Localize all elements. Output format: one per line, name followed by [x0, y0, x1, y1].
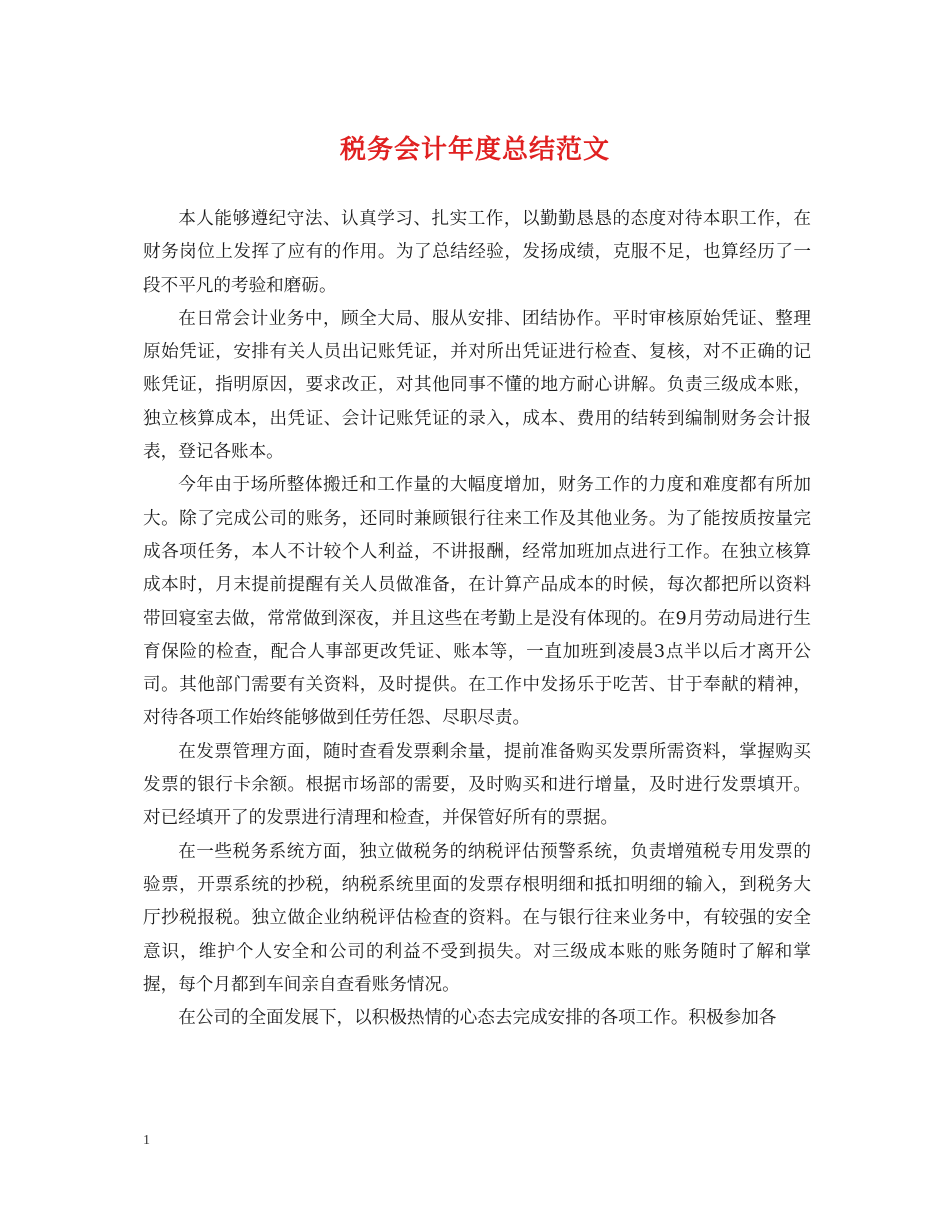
paragraph-4: 在发票管理方面，随时查看发票剩余量，提前准备购买发票所需资料，掌握购买发票的银行卡余额。根据市场部的需要，及时购买和进行增量，及时进行发票填开。对已经填开了的发票进行清理和检查，并保管好所有的票据。 — [143, 741, 811, 829]
paragraph-2: 在日常会计业务中，顾全大局、服从安排、团结协作。平时审核原始凭证、整理原始凭证，安排有关人员出记账凭证，并对所出凭证进行检查、复核，对不正确的记账凭证，指明原因，要求改正，对其他同事不懂的地方耐心讲解。负责三级成本账，独立核算成本，出凭证、会计记账凭证的录入，成本、费用的结转到编制财务会计报表，登记各账本。 — [143, 308, 811, 463]
paragraph-6: 在公司的全面发展下，以积极热情的心态去完成安排的各项工作。积极参加各 — [178, 1008, 777, 1029]
document-title: 税务会计年度总结范文 — [339, 135, 610, 165]
paragraph-5: 在一些税务系统方面，独立做税务的纳税评估预警系统，负责增殖税专用发票的验票，开票系统的抄税，纳税系统里面的发票存根明细和抵扣明细的输入，到税务大厅抄税报税。独立做企业纳税评估检查的资料。在与银行往来业务中，有较强的安全意识，维护个人安全和公司的利益不受到损失。对三级成本账的账务随时了解和掌握，每个月都到车间亲自查看账务情况。 — [143, 841, 811, 995]
paragraph-3: 今年由于场所整体搬迁和工作量的大幅度增加，财务工作的力度和难度都有所加大。除了完成公司的账务，还同时兼顾银行往来工作及其他业务。为了能按质按量完成各项任务，本人不计较个人利益，不讲报酬，经常加班加点进行工作。在独立核算成本时，月末提前提醒有关人员做准备，在计算产品成本的时候，每次都把所以资料带回寝室去做，常常做到深夜，并且这些在考勤上是没有体现的。在9月劳动局进行生育保险的检查，配合人事部更改凭证、账本等，一直加班到凌晨3点半以后才离开公司。其他部门需要有关资料，及时提供。在工作中发扬乐于吃苦、甘于奉献的精神，对待各项工作始终能够做到任劳任怨、尽职尽责。 — [143, 475, 811, 729]
page-number: 1 — [143, 1133, 150, 1148]
document-body — [143, 203, 811, 1035]
paragraph-1: 本人能够遵纪守法、认真学习、扎实工作，以勤勤恳恳的态度对待本职工作，在财务岗位上发挥了应有的作用。为了总结经验，发扬成绩，克服不足，也算经历了一段不平凡的考验和磨砺。 — [143, 209, 811, 296]
